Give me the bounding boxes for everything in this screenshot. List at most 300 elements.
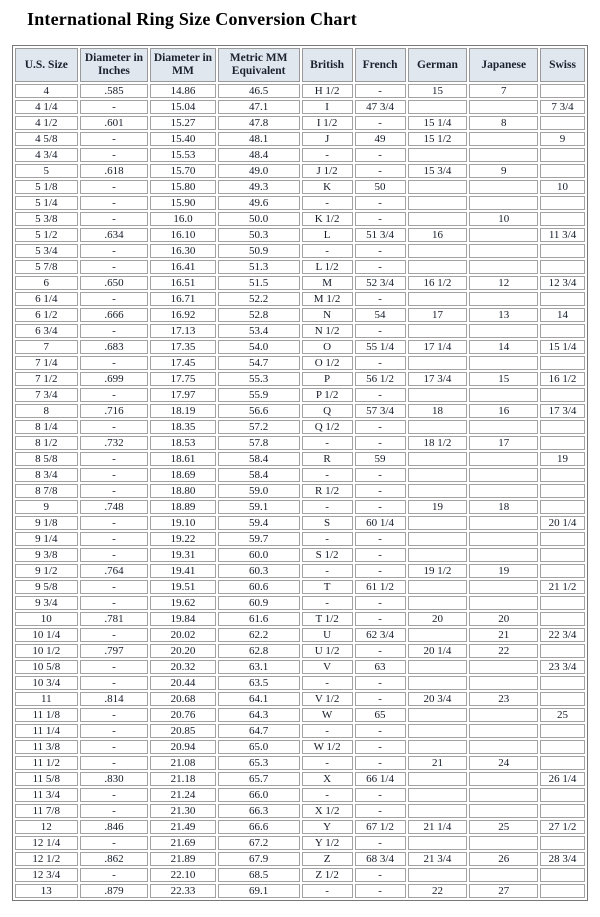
table-cell: 20.94 <box>150 740 215 754</box>
table-cell <box>408 548 468 562</box>
table-cell: 25 <box>540 708 585 722</box>
table-cell: 6 1/4 <box>15 292 78 306</box>
table-cell: N 1/2 <box>302 324 353 338</box>
table-cell <box>469 180 538 194</box>
table-cell: 15.40 <box>150 132 215 146</box>
table-cell: 18.69 <box>150 468 215 482</box>
table-cell: 11 1/8 <box>15 708 78 722</box>
table-cell: 10 <box>469 212 538 226</box>
table-cell <box>408 740 468 754</box>
table-cell: - <box>80 452 149 466</box>
table-cell: 9 <box>540 132 585 146</box>
table-row <box>15 564 585 578</box>
table-cell <box>540 164 585 178</box>
table-cell: 12 <box>15 820 78 834</box>
table-cell: 19 <box>469 564 538 578</box>
table-cell <box>408 868 468 882</box>
table-cell <box>408 660 468 674</box>
table-cell: 12 3/4 <box>540 276 585 290</box>
table-cell <box>469 196 538 210</box>
table-cell: 65.0 <box>218 740 300 754</box>
table-cell: - <box>80 292 149 306</box>
table-cell <box>540 196 585 210</box>
table-cell: - <box>355 436 406 450</box>
table-cell: - <box>355 484 406 498</box>
table-cell: - <box>355 260 406 274</box>
table-cell: 60 1/4 <box>355 516 406 530</box>
table-row <box>15 100 585 114</box>
table-cell: 11 3/4 <box>15 788 78 802</box>
table-cell: 7 3/4 <box>15 388 78 402</box>
table-cell: 21 3/4 <box>408 852 468 866</box>
table-cell: - <box>355 324 406 338</box>
table-cell <box>469 100 538 114</box>
table-row <box>15 148 585 162</box>
table-cell: 17.97 <box>150 388 215 402</box>
table-cell <box>469 548 538 562</box>
table-cell: - <box>355 676 406 690</box>
table-row <box>15 436 585 450</box>
table-cell: - <box>302 788 353 802</box>
table-cell: 8 5/8 <box>15 452 78 466</box>
table-cell: 8 1/4 <box>15 420 78 434</box>
table-cell: - <box>302 244 353 258</box>
table-row <box>15 772 585 786</box>
table-cell <box>540 260 585 274</box>
table-cell: 60.0 <box>218 548 300 562</box>
table-cell: - <box>80 804 149 818</box>
table-cell: - <box>80 420 149 434</box>
header-row <box>15 48 585 82</box>
table-cell: - <box>302 596 353 610</box>
table-cell: 59.4 <box>218 516 300 530</box>
table-container <box>12 45 588 901</box>
table-cell <box>469 468 538 482</box>
table-cell: 21 <box>408 756 468 770</box>
table-cell: - <box>355 532 406 546</box>
table-cell: 49.6 <box>218 196 300 210</box>
table-cell: 53.4 <box>218 324 300 338</box>
table-row <box>15 372 585 386</box>
table-cell: 67.2 <box>218 836 300 850</box>
table-cell: 27 <box>469 884 538 898</box>
table-cell: 6 <box>15 276 78 290</box>
table-cell: W <box>302 708 353 722</box>
column-header: Diameter in Inches <box>80 48 149 82</box>
table-cell: 16 <box>408 228 468 242</box>
table-cell <box>469 660 538 674</box>
table-cell <box>540 324 585 338</box>
table-cell: 59.0 <box>218 484 300 498</box>
table-cell: - <box>355 500 406 514</box>
table-cell: 20.76 <box>150 708 215 722</box>
table-cell: 11 5/8 <box>15 772 78 786</box>
table-cell <box>469 532 538 546</box>
table-cell: 15.53 <box>150 148 215 162</box>
table-cell <box>469 292 538 306</box>
table-cell: - <box>355 116 406 130</box>
table-row <box>15 820 585 834</box>
table-cell: 15.80 <box>150 180 215 194</box>
table-cell: 19.51 <box>150 580 215 594</box>
table-row <box>15 308 585 322</box>
table-cell: - <box>355 740 406 754</box>
table-cell <box>408 212 468 226</box>
table-cell: 4 3/4 <box>15 148 78 162</box>
table-row <box>15 196 585 210</box>
table-cell: 5 1/4 <box>15 196 78 210</box>
table-row <box>15 740 585 754</box>
table-cell: - <box>80 836 149 850</box>
table-cell: 60.3 <box>218 564 300 578</box>
table-cell: 17 3/4 <box>540 404 585 418</box>
table-row <box>15 84 585 98</box>
table-cell: 5 7/8 <box>15 260 78 274</box>
table-cell: .601 <box>80 116 149 130</box>
table-cell <box>408 100 468 114</box>
table-cell <box>469 228 538 242</box>
table-cell: J <box>302 132 353 146</box>
table-cell: 11 1/2 <box>15 756 78 770</box>
table-cell <box>540 84 585 98</box>
table-cell: 16.71 <box>150 292 215 306</box>
table-row <box>15 276 585 290</box>
table-cell: 51.3 <box>218 260 300 274</box>
table-cell: 15.27 <box>150 116 215 130</box>
table-cell: .862 <box>80 852 149 866</box>
table-cell: 14 <box>540 308 585 322</box>
table-cell: 49.3 <box>218 180 300 194</box>
table-row <box>15 644 585 658</box>
table-cell: 15 1/2 <box>408 132 468 146</box>
table-row <box>15 500 585 514</box>
table-cell: 9 1/4 <box>15 532 78 546</box>
table-cell <box>469 244 538 258</box>
table-cell: - <box>80 388 149 402</box>
table-cell: 21.18 <box>150 772 215 786</box>
table-body <box>15 84 585 898</box>
table-row <box>15 868 585 882</box>
table-cell: 15.70 <box>150 164 215 178</box>
table-cell: 16.51 <box>150 276 215 290</box>
table-cell: 62.2 <box>218 628 300 642</box>
table-cell: 21 1/4 <box>408 820 468 834</box>
table-row <box>15 724 585 738</box>
table-cell: 16.30 <box>150 244 215 258</box>
table-cell: - <box>80 868 149 882</box>
table-cell <box>469 772 538 786</box>
table-cell: T <box>302 580 353 594</box>
table-cell: I 1/2 <box>302 116 353 130</box>
table-row <box>15 660 585 674</box>
table-cell: - <box>355 644 406 658</box>
table-header <box>15 48 585 82</box>
table-cell: X <box>302 772 353 786</box>
table-cell <box>540 596 585 610</box>
column-header: Diameter in MM <box>150 48 215 82</box>
table-cell: 9 1/8 <box>15 516 78 530</box>
table-cell: 50.9 <box>218 244 300 258</box>
table-cell: 20 <box>408 612 468 626</box>
table-cell: 16.10 <box>150 228 215 242</box>
table-cell: 63.1 <box>218 660 300 674</box>
table-cell: 14.86 <box>150 84 215 98</box>
table-cell: 61 1/2 <box>355 580 406 594</box>
table-cell: 51 3/4 <box>355 228 406 242</box>
table-cell: 22.10 <box>150 868 215 882</box>
table-row <box>15 548 585 562</box>
table-cell <box>408 596 468 610</box>
table-row <box>15 884 585 898</box>
table-cell: 7 <box>469 84 538 98</box>
table-cell: - <box>355 564 406 578</box>
table-cell: 25 <box>469 820 538 834</box>
table-cell: - <box>80 180 149 194</box>
table-cell: - <box>355 420 406 434</box>
table-cell: 11 3/4 <box>540 228 585 242</box>
table-cell: - <box>80 260 149 274</box>
table-cell: 50 <box>355 180 406 194</box>
table-cell: .846 <box>80 820 149 834</box>
table-cell: 68.5 <box>218 868 300 882</box>
table-cell <box>540 468 585 482</box>
table-cell: 26 <box>469 852 538 866</box>
table-cell: 47.8 <box>218 116 300 130</box>
table-row <box>15 420 585 434</box>
table-cell <box>540 548 585 562</box>
table-cell: 7 1/4 <box>15 356 78 370</box>
table-row <box>15 116 585 130</box>
table-cell <box>540 884 585 898</box>
table-cell: 10 1/4 <box>15 628 78 642</box>
table-cell: 21 <box>469 628 538 642</box>
table-cell: .797 <box>80 644 149 658</box>
table-cell: 67.9 <box>218 852 300 866</box>
table-cell: 20.85 <box>150 724 215 738</box>
table-cell: 18.61 <box>150 452 215 466</box>
table-cell <box>540 436 585 450</box>
table-cell: 19 1/2 <box>408 564 468 578</box>
table-cell: 68 3/4 <box>355 852 406 866</box>
table-cell: 8 <box>469 116 538 130</box>
table-cell <box>469 596 538 610</box>
table-cell: 54.7 <box>218 356 300 370</box>
table-cell: 12 3/4 <box>15 868 78 882</box>
table-cell: 7 3/4 <box>540 100 585 114</box>
table-cell: 47.1 <box>218 100 300 114</box>
table-cell: 54.0 <box>218 340 300 354</box>
table-cell <box>469 676 538 690</box>
table-cell: - <box>355 884 406 898</box>
table-cell: 17 <box>469 436 538 450</box>
table-cell: .666 <box>80 308 149 322</box>
table-cell: - <box>80 516 149 530</box>
table-cell: - <box>80 100 149 114</box>
table-cell: - <box>302 884 353 898</box>
table-row <box>15 324 585 338</box>
table-cell <box>540 724 585 738</box>
table-cell: - <box>80 660 149 674</box>
table-cell <box>469 804 538 818</box>
table-cell: 9 1/2 <box>15 564 78 578</box>
table-cell: 17.45 <box>150 356 215 370</box>
table-cell: 18.19 <box>150 404 215 418</box>
table-cell: - <box>355 868 406 882</box>
table-cell: - <box>80 468 149 482</box>
table-cell <box>540 420 585 434</box>
table-cell: 21.08 <box>150 756 215 770</box>
table-cell: - <box>302 724 353 738</box>
table-row <box>15 404 585 418</box>
table-cell: R 1/2 <box>302 484 353 498</box>
table-row <box>15 388 585 402</box>
table-cell: - <box>355 788 406 802</box>
table-cell: - <box>302 148 353 162</box>
table-cell: 8 <box>15 404 78 418</box>
table-cell: 58.4 <box>218 452 300 466</box>
table-row <box>15 244 585 258</box>
table-cell: 4 1/2 <box>15 116 78 130</box>
table-cell: - <box>355 356 406 370</box>
table-cell: - <box>80 196 149 210</box>
table-cell <box>540 612 585 626</box>
table-cell: 64.1 <box>218 692 300 706</box>
table-cell: - <box>80 132 149 146</box>
table-cell: - <box>355 468 406 482</box>
table-cell: 14 <box>469 340 538 354</box>
table-cell: X 1/2 <box>302 804 353 818</box>
table-cell: 15.04 <box>150 100 215 114</box>
table-cell <box>469 788 538 802</box>
table-cell: - <box>302 468 353 482</box>
table-cell: 59.1 <box>218 500 300 514</box>
table-cell: 19 <box>408 500 468 514</box>
table-cell: 13 <box>15 884 78 898</box>
table-cell: 50.0 <box>218 212 300 226</box>
table-cell: 8 7/8 <box>15 484 78 498</box>
table-cell: 23 3/4 <box>540 660 585 674</box>
table-cell: .618 <box>80 164 149 178</box>
table-cell: 62 3/4 <box>355 628 406 642</box>
table-cell: Y <box>302 820 353 834</box>
table-cell: 21 1/2 <box>540 580 585 594</box>
table-cell: .732 <box>80 436 149 450</box>
table-cell: 16.92 <box>150 308 215 322</box>
table-cell: 65.3 <box>218 756 300 770</box>
table-cell <box>540 244 585 258</box>
table-cell: 9 5/8 <box>15 580 78 594</box>
table-cell: 21.89 <box>150 852 215 866</box>
table-cell: 55.3 <box>218 372 300 386</box>
table-cell <box>469 836 538 850</box>
table-cell: 6 3/4 <box>15 324 78 338</box>
table-cell: - <box>80 596 149 610</box>
table-cell: 47 3/4 <box>355 100 406 114</box>
table-row <box>15 852 585 866</box>
table-cell: 8 3/4 <box>15 468 78 482</box>
table-cell: 57.2 <box>218 420 300 434</box>
table-cell: 63.5 <box>218 676 300 690</box>
table-cell: - <box>355 196 406 210</box>
table-cell: 54 <box>355 308 406 322</box>
table-cell: 22.33 <box>150 884 215 898</box>
table-row <box>15 484 585 498</box>
table-cell: J 1/2 <box>302 164 353 178</box>
table-cell: 55.9 <box>218 388 300 402</box>
column-header: Metric MM Equivalent <box>218 48 300 82</box>
table-cell: 19.22 <box>150 532 215 546</box>
table-cell: - <box>355 148 406 162</box>
table-cell: .879 <box>80 884 149 898</box>
table-cell <box>408 260 468 274</box>
table-cell: 20.02 <box>150 628 215 642</box>
table-cell <box>408 356 468 370</box>
table-cell <box>408 180 468 194</box>
table-cell: L <box>302 228 353 242</box>
table-cell <box>469 516 538 530</box>
table-cell: - <box>355 84 406 98</box>
table-cell: 11 1/4 <box>15 724 78 738</box>
table-cell <box>408 708 468 722</box>
table-cell: 66.6 <box>218 820 300 834</box>
table-cell <box>469 356 538 370</box>
table-cell: - <box>80 244 149 258</box>
table-row <box>15 532 585 546</box>
table-cell <box>540 676 585 690</box>
table-cell: 57 3/4 <box>355 404 406 418</box>
table-cell <box>540 484 585 498</box>
table-cell <box>540 292 585 306</box>
table-cell <box>408 724 468 738</box>
table-cell: 28 3/4 <box>540 852 585 866</box>
page-title: International Ring Size Conversion Chart <box>27 9 358 29</box>
table-cell: 21.30 <box>150 804 215 818</box>
table-cell: 12 1/2 <box>15 852 78 866</box>
table-cell: 18.35 <box>150 420 215 434</box>
table-cell: 15 1/4 <box>408 116 468 130</box>
table-cell <box>540 532 585 546</box>
column-header: French <box>355 48 406 82</box>
table-cell: .650 <box>80 276 149 290</box>
table-cell: 18.89 <box>150 500 215 514</box>
table-row <box>15 580 585 594</box>
table-cell: 10 1/2 <box>15 644 78 658</box>
table-cell: - <box>302 756 353 770</box>
table-cell: 19 <box>540 452 585 466</box>
table-cell: M <box>302 276 353 290</box>
table-cell <box>469 708 538 722</box>
table-cell: R <box>302 452 353 466</box>
table-cell: 62.8 <box>218 644 300 658</box>
table-cell <box>408 532 468 546</box>
table-cell: 50.3 <box>218 228 300 242</box>
table-cell: 65 <box>355 708 406 722</box>
table-cell <box>408 580 468 594</box>
table-cell: .781 <box>80 612 149 626</box>
table-cell <box>540 500 585 514</box>
table-cell: H 1/2 <box>302 84 353 98</box>
table-cell: .683 <box>80 340 149 354</box>
table-cell: W 1/2 <box>302 740 353 754</box>
table-cell: - <box>302 532 353 546</box>
table-row <box>15 228 585 242</box>
table-cell: .830 <box>80 772 149 786</box>
table-cell: Z 1/2 <box>302 868 353 882</box>
table-cell <box>408 804 468 818</box>
table-cell: 59.7 <box>218 532 300 546</box>
table-cell: 10 <box>540 180 585 194</box>
table-cell: - <box>80 356 149 370</box>
